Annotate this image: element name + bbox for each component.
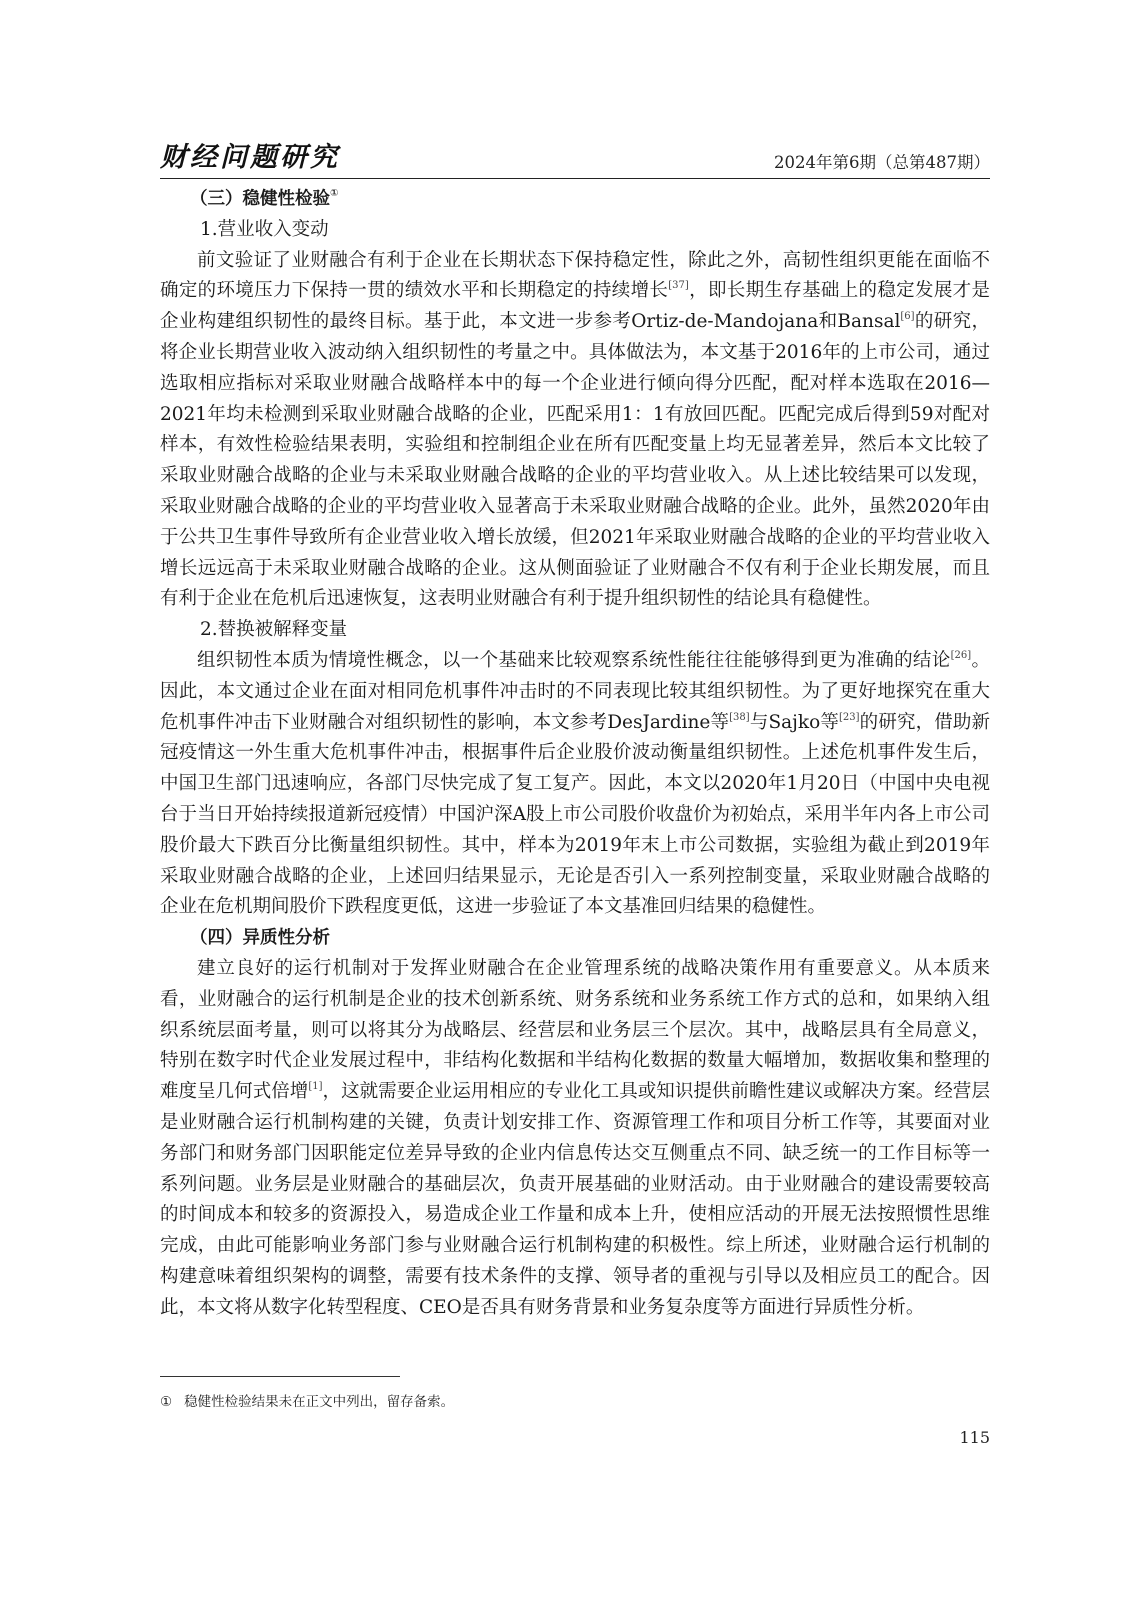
footnote-text: 稳健性检验结果未在正文中列出，留存备索。 — [184, 1394, 455, 1410]
issue-info: 2024年第6期（总第487期） — [774, 153, 990, 172]
paragraph-replace-variable — [160, 646, 990, 923]
citation-ref[interactable]: [38] — [729, 711, 750, 723]
footnote-divider — [160, 1376, 400, 1377]
text-run: 的研究，借助新冠疫情这一外生重大危机事件冲击，根据事件后企业股价波动衡量组织韧性。上述危机事件发生后，中国卫生部门迅速响应，各部门尽快完成了复工复产。因此，本文以2020年1月20日（中国中央电视台于当日开始持续报道新冠疫情）中国沪深A股上市公司股价收盘价为初始点，采用半年内各上市公司股价最大下跌百分比衡量组织韧性。其中，样本为2019年末上市公司数据，实验组为截止到2019年采取业财融合战略的企业，上述回归结果显示，无论是否引入一系列控制变量，采取业财融合战略的企业在危机期间股价下跌程度更低，这进一步验证了本文基准回归结果的稳健性。 — [160, 711, 990, 918]
text-run: 。因此，本文通过企业在面对相同危机事件冲击时的不同表现比较其组织韧性。为了更好地探究在重大危机事件冲击下业财融合对组织韧性的影响，本文参考DesJardine等 — [160, 649, 990, 733]
section-heading-robustness: （三）稳健性检验① — [190, 188, 339, 209]
text-run: 前文验证了业财融合有利于企业在长期状态下保持稳定性，除此之外，高韧性组织更能在面临不确定的环境压力下保持一贯的绩效水平和长期稳定的持续增长 — [160, 249, 990, 302]
section-heading-heterogeneity: （四）异质性分析 — [190, 928, 330, 949]
text-run: 与Sajko等 — [749, 711, 840, 733]
citation-ref[interactable]: [26] — [950, 649, 972, 661]
footnote-marker[interactable]: ① — [330, 188, 339, 199]
article-body — [160, 184, 990, 1323]
footnote-mark: ① — [160, 1394, 173, 1410]
paragraph-heterogeneity — [160, 954, 990, 1324]
citation-ref[interactable]: [37] — [668, 280, 689, 292]
text-run: 组织韧性本质为情境性概念，以一个基础来比较观察系统性能往往能够得到更为准确的结论 — [197, 649, 951, 671]
paragraph-revenue-change — [160, 246, 990, 616]
journal-logo: 财经问题研究 — [160, 142, 340, 173]
citation-ref[interactable]: [23] — [839, 711, 860, 723]
citation-ref[interactable]: [6] — [900, 311, 915, 323]
subheading-revenue-change: 1.营业收入变动 — [200, 218, 329, 240]
citation-ref[interactable]: [1] — [308, 1081, 323, 1093]
page-header — [160, 140, 990, 179]
text-run: 的研究，将企业长期营业收入波动纳入组织韧性的考量之中。具体做法为，本文基于2016年的上市公司，通过选取相应指标对采取业财融合战略样本中的每一个企业进行倾向得分匹配，配对样本选取在2016—2021年均未检测到采取业财融合战略的企业，匹配采用1：1有放回匹配。匹配完成后得到59对配对样本，有效性检验结果表明，实验组和控制组企业在所有匹配变量上均无显著差异，然后本文比较了采取业财融合战略的企业与未采取业财融合战略的企业的平均营业收入。从上述比较结果可以发现，采取业财融合战略的企业的平均营业收入显著高于未采取业财融合战略的企业。此外，虽然2020年由于公共卫生事件导致所有企业营业收入增长放缓，但2021年采取业财融合战略的企业的平均营业收入增长远远高于未采取业财融合战略的企业。这从侧面验证了业财融合不仅有利于企业长期发展，而且有利于企业在危机后迅速恢复，这表明业财融合有利于提升组织韧性的结论具有稳健性。 — [160, 311, 990, 610]
text-run: ，这就需要企业运用相应的专业化工具或知识提供前瞻性建议或解决方案。经营层是业财融合运行机制构建的关键，负责计划安排工作、资源管理工作和项目分析工作等，其要面对业务部门和财务部门因职能定位差异导致的企业内信息传达交互侧重点不同、缺乏统一的工作目标等一系列问题。业务层是业财融合的基础层次，负责开展基础的业财活动。由于业财融合的建设需要较高的时间成本和较多的资源投入，易造成企业工作量和成本上升，使相应活动的开展无法按照惯性思维完成，由此可能影响业务部门参与业财融合运行机制构建的积极性。综上所述，业财融合运行机制的构建意味着组织架构的调整，需要有技术条件的支撑、领导者的重视与引导以及相应员工的配合。因此，本文将从数字化转型程度、CEO是否具有财务背景和业务复杂度等方面进行异质性分析。 — [160, 1081, 990, 1318]
subheading-replace-variable: 2.替换被解释变量 — [200, 619, 348, 641]
footnote — [160, 1390, 454, 1410]
text-run: ，即长期生存基础上的稳定发展才是企业构建组织韧性的最终目标。基于此，本文进一步参考Ortiz-de-Mandojana和Bansal — [160, 280, 990, 333]
page-number: 115 — [959, 1428, 990, 1447]
text-run: 建立良好的运行机制对于发挥业财融合在企业管理系统的战略决策作用有重要意义。从本质来看，业财融合的运行机制是企业的技术创新系统、财务系统和业务系统工作方式的总和，如果纳入组织系统层面考量，则可以将其分为战略层、经营层和业务层三个层次。其中，战略层具有全局意义，特别在数字时代企业发展过程中，非结构化数据和半结构化数据的数量大幅增加，数据收集和整理的难度呈几何式倍增 — [160, 957, 990, 1103]
